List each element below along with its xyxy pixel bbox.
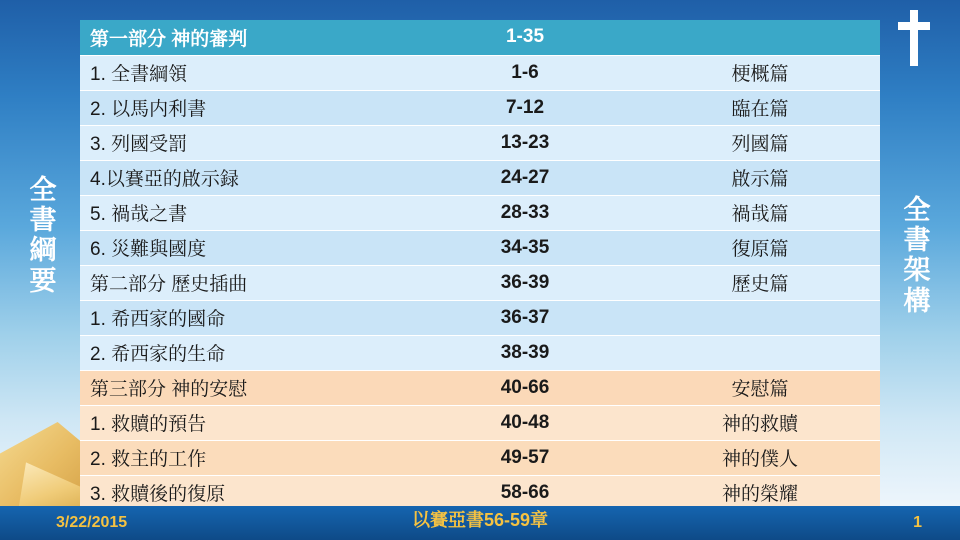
table-row	[80, 230, 880, 265]
row-note: 歷史篇	[640, 265, 880, 300]
row-title: 第三部分 神的安慰	[80, 370, 410, 405]
table-row	[80, 440, 880, 475]
row-note: 復原篇	[640, 230, 880, 265]
row-title: 3. 列國受罰	[80, 125, 410, 160]
row-title: 第一部分 神的審判	[80, 20, 410, 55]
row-title: 2. 救主的工作	[80, 440, 410, 475]
table-row	[80, 475, 880, 510]
row-title: 6. 災難與國度	[80, 230, 410, 265]
outline-table	[80, 20, 880, 511]
right-title-char: 書	[903, 225, 931, 256]
footer-date: 3/22/2015	[56, 514, 128, 531]
row-range: 49-57	[410, 440, 640, 475]
footer-title: 以賽亞書56-59章	[411, 510, 549, 530]
table-row	[80, 335, 880, 370]
row-note: 神的救贖	[640, 405, 880, 440]
row-note: 禍哉篇	[640, 195, 880, 230]
right-title-char: 架	[903, 255, 931, 286]
row-title: 1. 救贖的預告	[80, 405, 410, 440]
left-vertical-title	[22, 175, 64, 296]
row-title: 第二部分 歷史插曲	[80, 265, 410, 300]
left-title-char: 綱	[29, 235, 57, 266]
row-note: 梗概篇	[640, 55, 880, 90]
right-vertical-title	[896, 195, 938, 316]
cross-icon	[896, 10, 932, 66]
table-row	[80, 90, 880, 125]
table-row	[80, 300, 880, 335]
row-note	[640, 300, 880, 335]
row-note: 列國篇	[640, 125, 880, 160]
row-range: 40-66	[410, 370, 640, 405]
row-note: 啟示篇	[640, 160, 880, 195]
row-range: 36-39	[410, 265, 640, 300]
row-title: 2. 以馬内利書	[80, 90, 410, 125]
row-title: 5. 禍哉之書	[80, 195, 410, 230]
row-title: 1. 希西家的國命	[80, 300, 410, 335]
row-title: 2. 希西家的生命	[80, 335, 410, 370]
left-title-char: 書	[29, 205, 57, 236]
row-range: 38-39	[410, 335, 640, 370]
table-row	[80, 20, 880, 55]
row-note	[640, 20, 880, 55]
row-range: 36-37	[410, 300, 640, 335]
table-row	[80, 405, 880, 440]
table-row	[80, 125, 880, 160]
table-row	[80, 370, 880, 405]
row-title: 3. 救贖後的復原	[80, 475, 410, 510]
row-range: 1-6	[410, 55, 640, 90]
row-range: 1-35	[410, 20, 640, 55]
right-title-char: 構	[903, 285, 931, 316]
right-title-char: 全	[903, 195, 931, 225]
row-range: 34-35	[410, 230, 640, 265]
row-note: 神的僕人	[640, 440, 880, 475]
table-row	[80, 160, 880, 195]
row-range: 58-66	[410, 475, 640, 510]
row-title: 4.以賽亞的啟示録	[80, 160, 410, 195]
row-range: 13-23	[410, 125, 640, 160]
row-range: 24-27	[410, 160, 640, 195]
table-row	[80, 265, 880, 300]
left-title-char: 全	[29, 175, 57, 205]
footer-page-number: 1	[913, 514, 922, 531]
row-title: 1. 全書綱領	[80, 55, 410, 90]
row-range: 28-33	[410, 195, 640, 230]
row-range: 40-48	[410, 405, 640, 440]
row-note	[640, 335, 880, 370]
row-note: 安慰篇	[640, 370, 880, 405]
row-range: 7-12	[410, 90, 640, 125]
left-title-char: 要	[29, 265, 57, 296]
row-note: 神的榮耀	[640, 475, 880, 510]
row-note: 臨在篇	[640, 90, 880, 125]
table-row	[80, 195, 880, 230]
table-row	[80, 55, 880, 90]
